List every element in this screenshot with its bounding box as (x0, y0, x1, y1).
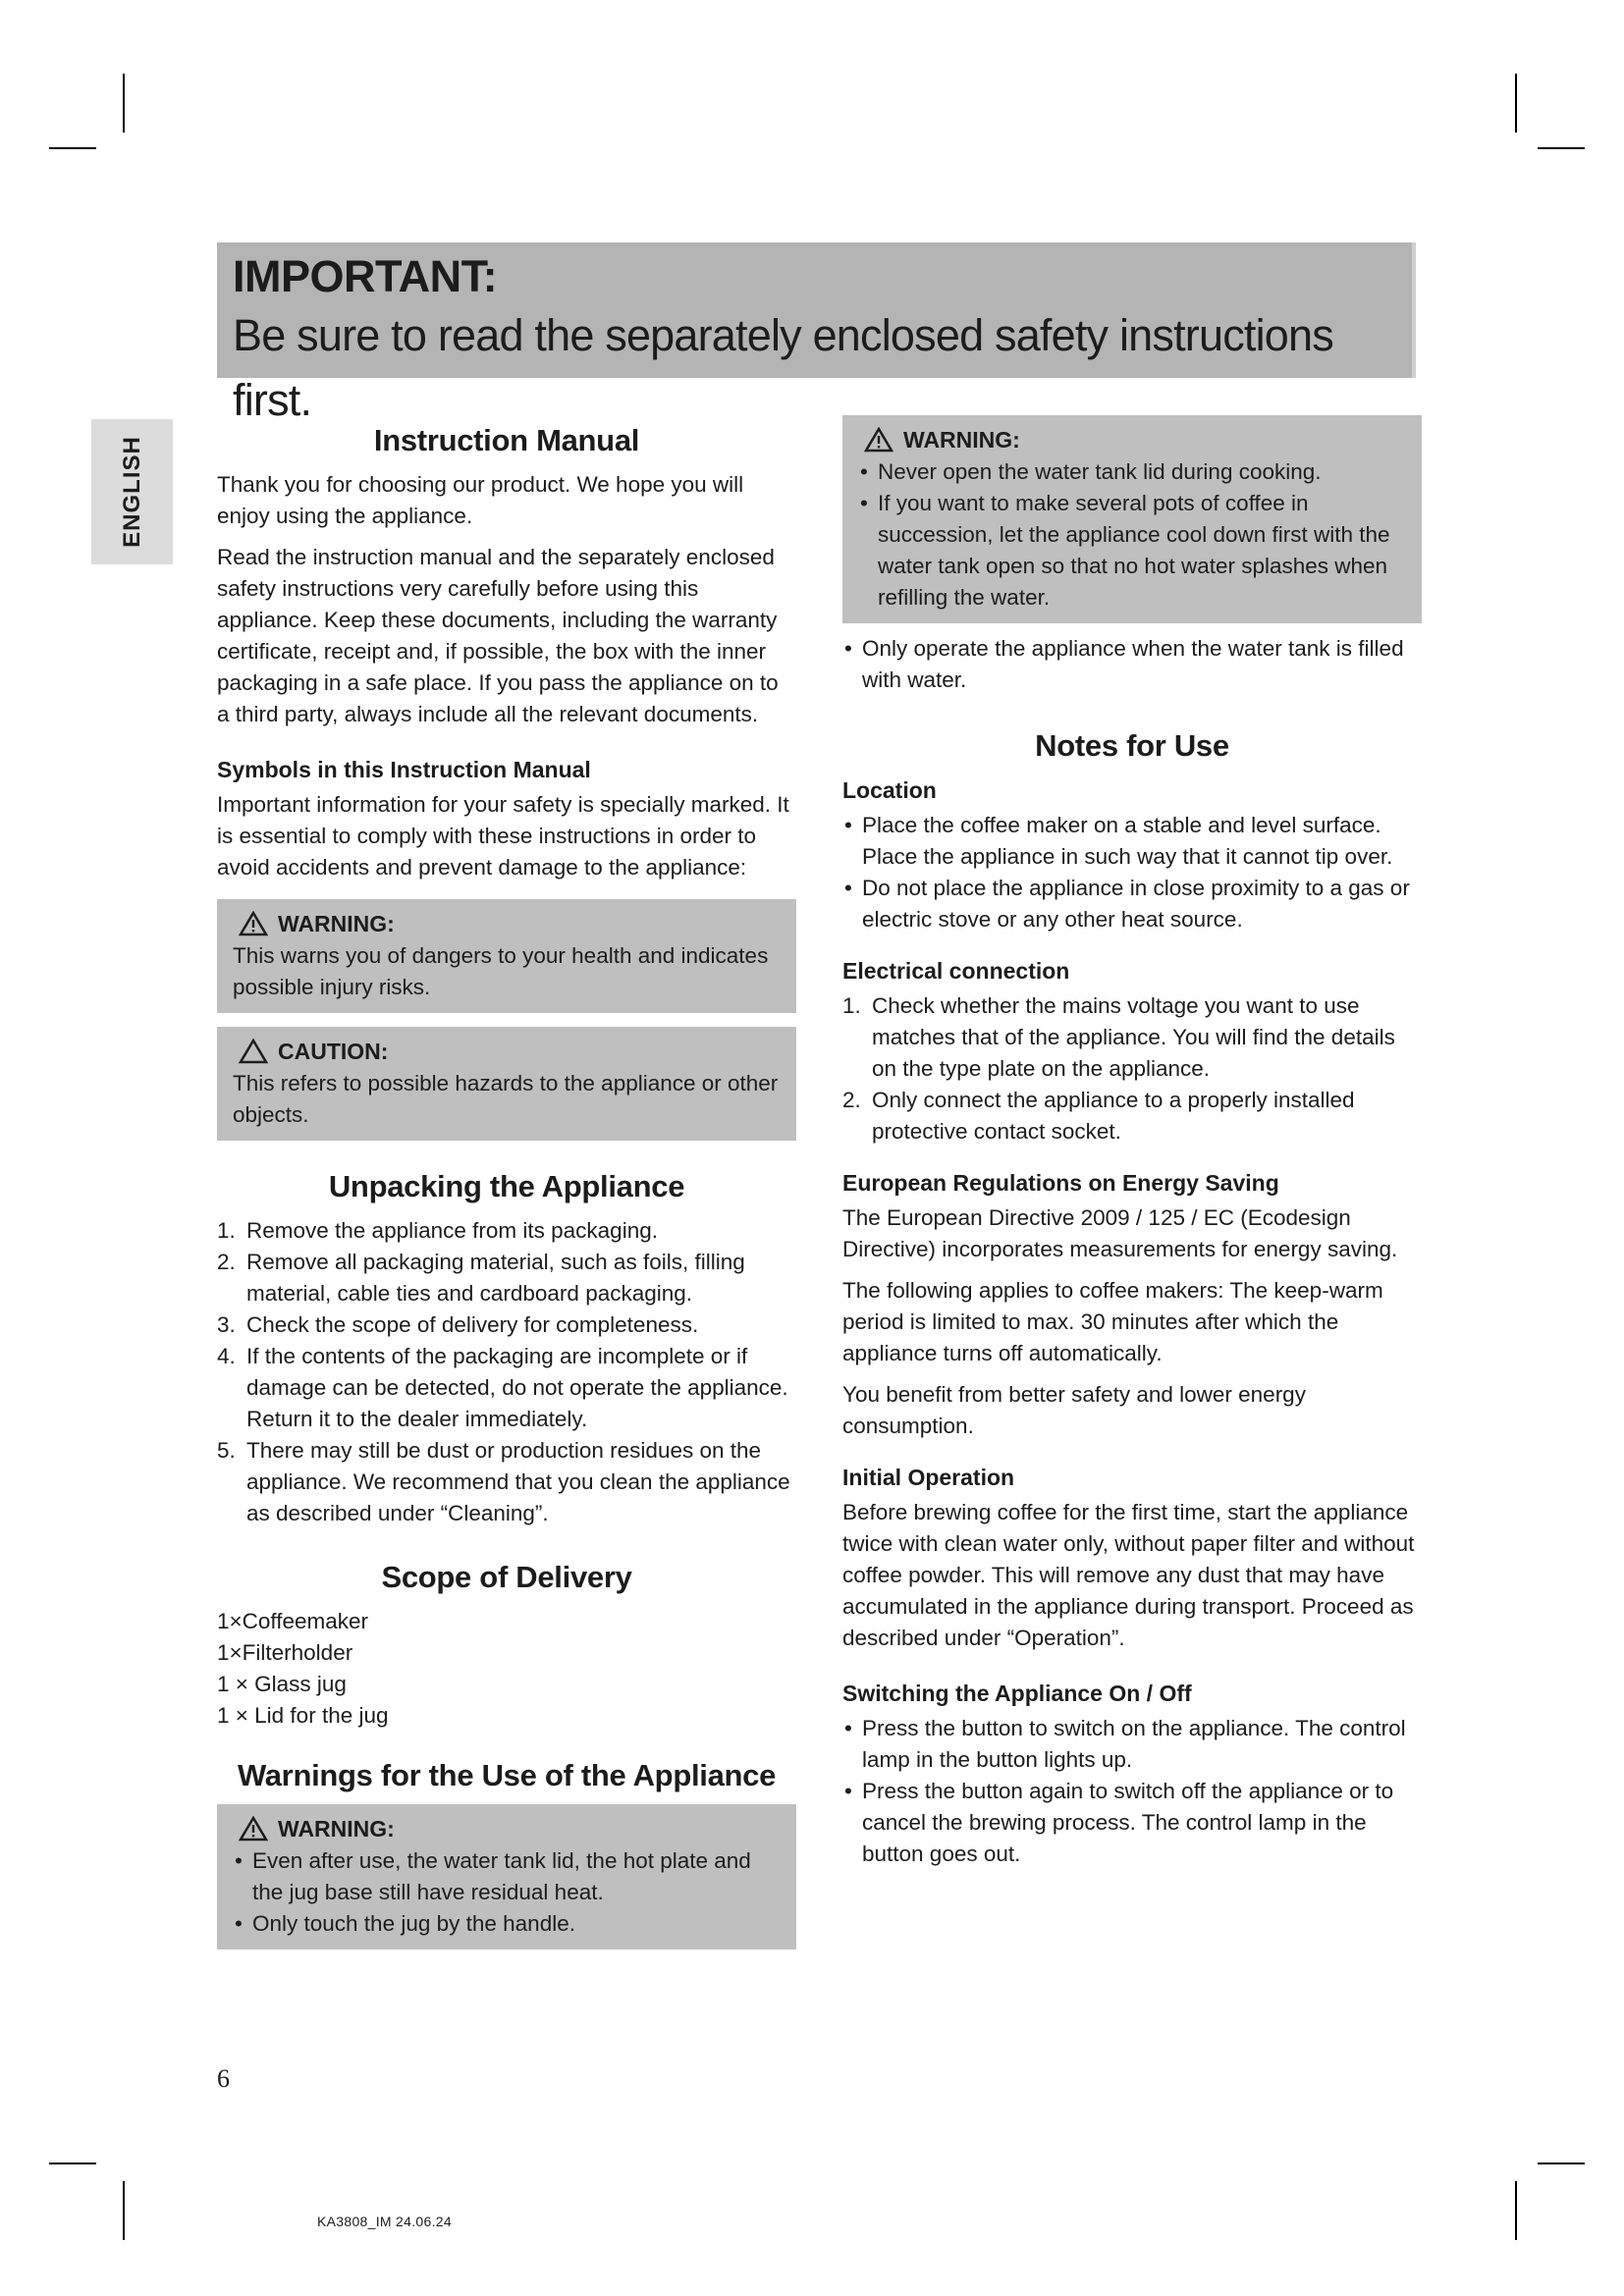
crop-mark (123, 2181, 125, 2240)
language-label: ENGLISH (118, 436, 145, 548)
list-item: • Even after use, the water tank lid, the hot plate and the jug base still have residual heat. (233, 1845, 781, 1908)
right-column (842, 415, 1422, 1880)
list-item: 3. Check the scope of delivery for completeness. (217, 1312, 699, 1337)
unpacking-steps (217, 1215, 796, 1529)
notes-heading: Notes for Use (1035, 728, 1229, 763)
intro-paragraph: Read the instruction manual and the separately enclosed safety instructions very carefully before using this appliance. Keep these documents, including the warranty certificate, receipt and, if possible, the box with the inner packaging in a safe place. If you pass the appliance on to a third party, always include all the relevant documents. (217, 545, 779, 726)
warning-head (239, 907, 781, 940)
scope-list (217, 1606, 796, 1732)
symbols-text: Important information for your safety is specially marked. It is essential to comply with these instructions in order to avoid accidents and prevent damage to the appliance: (217, 792, 789, 880)
warning-label: WARNING: (903, 427, 1020, 453)
list-item: • If you want to make several pots of coffee in succession, let the appliance cool down first with the water tank open so that no hot water splashes when refilling the water. (858, 488, 1406, 614)
list-item: • Only touch the jug by the handle. (233, 1908, 781, 1940)
eu-paragraph: The following applies to coffee makers: The keep-warm period is limited to max. 30 minutes after which the appliance turns off automatically. (842, 1278, 1383, 1365)
eu-paragraph: You benefit from better safety and lower energy consumption. (842, 1382, 1306, 1438)
banner-subtitle: Be sure to read the separately enclosed safety instructions first. (233, 310, 1333, 425)
important-banner (217, 242, 1416, 425)
water-tank-warning-box (842, 415, 1422, 623)
list-item: 2. Only connect the appliance to a properly installed protective contact socket. (842, 1088, 1355, 1144)
warning-label: WARNING: (278, 911, 395, 936)
location-list (842, 810, 1422, 935)
list-item: • Only operate the appliance when the water tank is filled with water. (842, 633, 1422, 696)
list-item: 1. Check whether the mains voltage you want to use matches that of the appliance. You will find the details on the type plate on the appliance. (842, 993, 1395, 1081)
warnings-use-list (233, 1845, 781, 1940)
list-item: 1×Coffeemaker (217, 1609, 369, 1633)
crop-mark (49, 147, 96, 149)
operate-note (842, 633, 1422, 696)
banner-title: IMPORTANT: (233, 251, 498, 301)
list-item: 1×Filterholder (217, 1640, 353, 1665)
list-item: • Place the coffee maker on a stable and level surface. Place the appliance in such way that it cannot tip over. (842, 810, 1422, 873)
symbols-heading: Symbols in this Instruction Manual (217, 757, 591, 782)
intro-paragraph: Thank you for choosing our product. We hope you will enjoy using the appliance. (217, 472, 744, 528)
eu-heading: European Regulations on Energy Saving (842, 1170, 1279, 1196)
crop-mark (1515, 2181, 1517, 2240)
caution-triangle-icon (239, 1039, 268, 1064)
list-item: • Press the button again to switch off the appliance or to cancel the brewing process. The control lamp in the button goes out. (842, 1776, 1422, 1870)
eu-paragraph: The European Directive 2009 / 125 / EC (Ecodesign Directive) incorporates measurements for energy saving. (842, 1205, 1398, 1261)
crop-mark (1538, 2163, 1585, 2164)
electrical-heading: Electrical connection (842, 958, 1070, 984)
list-item: 4. If the contents of the packaging are incomplete or if damage can be detected, do not operate the appliance. Return it to the dealer immediately. (217, 1344, 788, 1431)
caution-symbol-box (217, 1027, 796, 1141)
page-number: 6 (217, 2064, 230, 2093)
warning-head (864, 423, 1406, 456)
warning-triangle-icon (239, 1816, 268, 1842)
list-item: 1. Remove the appliance from its packaging. (217, 1218, 658, 1243)
list-item: 2. Remove all packaging material, such as foils, filling material, cable ties and cardboard packaging. (217, 1250, 745, 1306)
warning-symbol-box (217, 899, 796, 1013)
electrical-steps (842, 990, 1422, 1148)
crop-mark (1515, 74, 1517, 133)
language-tab (91, 419, 173, 564)
list-item: 5. There may still be dust or production residues on the appliance. We recommend that you clean the appliance as described under “Cleaning”. (217, 1438, 790, 1525)
list-item: 1 × Glass jug (217, 1672, 347, 1696)
list-item: • Never open the water tank lid during cooking. (858, 456, 1406, 488)
warning-triangle-icon (239, 911, 268, 936)
switching-list (842, 1713, 1422, 1870)
scope-heading: Scope of Delivery (381, 1560, 632, 1594)
location-heading: Location (842, 777, 937, 803)
initial-heading: Initial Operation (842, 1465, 1015, 1490)
switching-heading: Switching the Appliance On / Off (842, 1681, 1192, 1706)
warning-head (239, 1812, 781, 1845)
initial-paragraph: Before brewing coffee for the first time, start the appliance twice with clean water only, without paper filter and without coffee powder. This will remove any dust that may have accumulated in the appliance during transport. Proceed as described under “Operation”. (842, 1500, 1415, 1650)
list-item: • Do not place the appliance in close proximity to a gas or electric stove or any other heat source. (842, 873, 1422, 935)
warning-description: This warns you of dangers to your health and indicates possible injury risks. (233, 943, 769, 999)
warning-triangle-icon (864, 427, 893, 453)
caution-label: CAUTION: (278, 1039, 389, 1064)
warning-label: WARNING: (278, 1816, 395, 1842)
caution-description: This refers to possible hazards to the appliance or other objects. (233, 1071, 779, 1127)
instruction-manual-heading: Instruction Manual (373, 423, 640, 457)
water-tank-warning-list (858, 456, 1406, 614)
left-column (217, 420, 796, 1963)
unpacking-heading: Unpacking the Appliance (328, 1169, 685, 1203)
list-item: • Press the button to switch on the appliance. The control lamp in the button lights up. (842, 1713, 1422, 1776)
list-item: 1 × Lid for the jug (217, 1703, 389, 1728)
caution-head (239, 1035, 781, 1068)
footer-code: KA3808_IM 24.06.24 (317, 2214, 452, 2229)
warnings-use-heading: Warnings for the Use of the Appliance (237, 1758, 777, 1792)
crop-mark (123, 74, 125, 133)
crop-mark (1538, 147, 1585, 149)
warnings-use-box (217, 1804, 796, 1949)
crop-mark (49, 2163, 96, 2164)
